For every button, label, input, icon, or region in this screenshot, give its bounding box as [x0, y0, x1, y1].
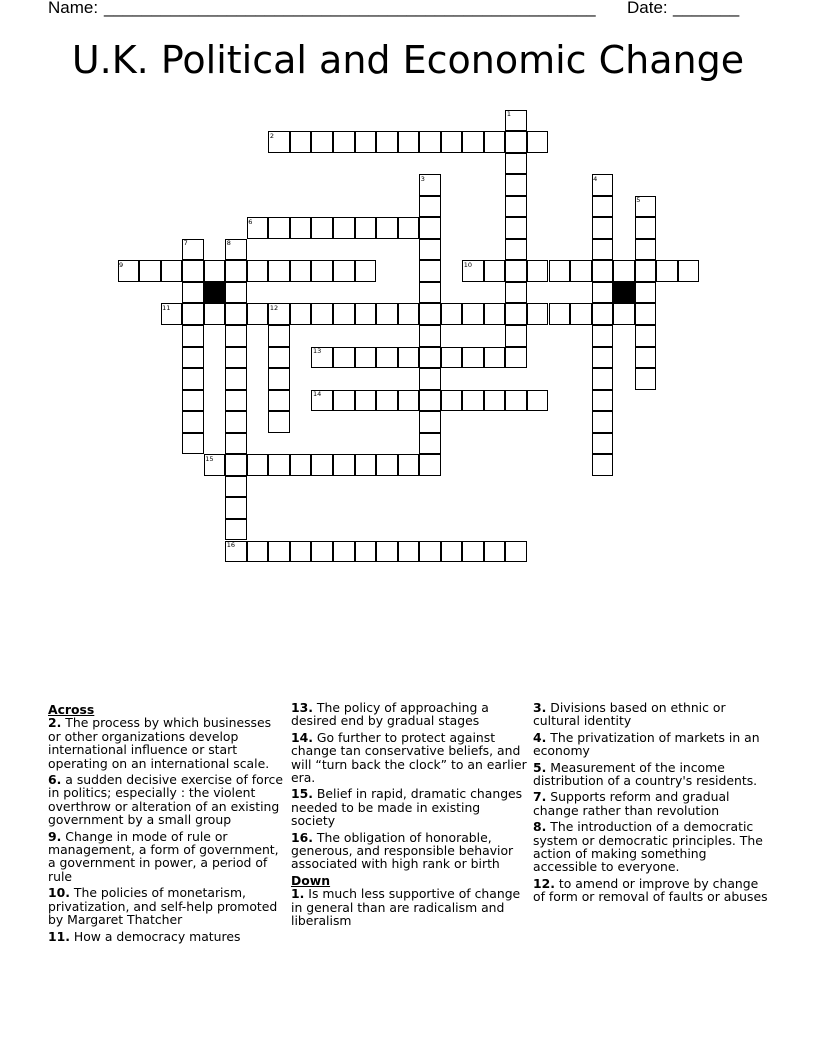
grid-cell[interactable] [505, 217, 527, 239]
clues-column-3 [533, 701, 769, 907]
grid-cell[interactable] [355, 454, 377, 476]
clue-number-12: 12 [269, 303, 279, 312]
clue-down-4: 4. The privatization of markets in an economy [533, 729, 760, 759]
grid-cell[interactable] [441, 131, 463, 153]
grid-cell[interactable] [268, 347, 290, 369]
grid-cell[interactable] [484, 303, 506, 325]
grid-cell[interactable] [419, 347, 441, 369]
grid-cell[interactable] [225, 347, 247, 369]
grid-cell[interactable] [333, 260, 355, 282]
grid-cell[interactable] [419, 541, 441, 563]
grid-cell[interactable] [376, 217, 398, 239]
grid-cell[interactable] [592, 390, 614, 412]
grid-cell[interactable] [182, 433, 204, 455]
grid-cell[interactable] [333, 131, 355, 153]
grid-cell[interactable] [355, 131, 377, 153]
date-label: Date: [627, 0, 668, 17]
grid-cell[interactable] [592, 239, 614, 261]
clue-number-11: 11 [162, 303, 171, 312]
clue-number-9: 9 [119, 260, 124, 269]
grid-cell[interactable] [441, 390, 463, 412]
clue-across-2: 2. The process by which businesses or other organizations develop international influence or start operating on an international scale. [48, 715, 272, 771]
grid-cell[interactable] [419, 239, 441, 261]
grid-cell[interactable] [505, 196, 527, 218]
across-heading: Across [48, 702, 95, 717]
grid-cell[interactable] [161, 260, 183, 282]
grid-cell[interactable] [549, 303, 571, 325]
clue-across-16: 16. The obligation of honorable, generous, and responsible behavior associated with high rank or birth [291, 829, 514, 872]
grid-cell[interactable] [398, 217, 420, 239]
name-field[interactable]: ____________________________________________________ [104, 0, 596, 17]
grid-cell[interactable] [311, 303, 333, 325]
grid-cell[interactable] [311, 454, 333, 476]
grid-cell[interactable] [376, 454, 398, 476]
grid-cell[interactable] [635, 239, 657, 261]
grid-cell[interactable] [182, 390, 204, 412]
grid-cell[interactable] [268, 454, 290, 476]
clue-number-5: 5 [636, 196, 641, 205]
grid-cell[interactable] [635, 347, 657, 369]
clue-number-6: 6 [248, 217, 253, 226]
grid-cell[interactable] [484, 260, 506, 282]
grid-cell[interactable] [635, 260, 657, 282]
grid-cell[interactable] [376, 390, 398, 412]
grid-cell[interactable] [225, 303, 247, 325]
grid-cell[interactable] [527, 260, 549, 282]
grid-cell[interactable] [398, 541, 420, 563]
grid-cell[interactable] [247, 454, 269, 476]
grid-cell[interactable] [592, 260, 614, 282]
grid-cell[interactable] [505, 541, 527, 563]
grid-cell[interactable] [462, 131, 484, 153]
clue-across-6: 6. a sudden decisive exercise of force in politics; especially : the violent overthrow or alteration of an existing government by a small group [48, 772, 283, 828]
grid-cell[interactable] [225, 390, 247, 412]
grid-cell[interactable] [225, 368, 247, 390]
grid-cell[interactable] [376, 303, 398, 325]
grid-cell[interactable] [505, 390, 527, 412]
grid-cell[interactable] [441, 541, 463, 563]
clue-number-2: 2 [269, 131, 274, 140]
grid-cell[interactable] [290, 541, 312, 563]
grid-cell[interactable] [592, 282, 614, 304]
grid-cell[interactable] [505, 239, 527, 261]
grid-cell[interactable] [376, 541, 398, 563]
grid-cell[interactable] [225, 497, 247, 519]
grid-cell[interactable] [549, 260, 571, 282]
grid-cell[interactable] [333, 454, 355, 476]
grid-cell[interactable] [268, 390, 290, 412]
grid-cell[interactable] [182, 303, 204, 325]
grid-cell[interactable] [462, 347, 484, 369]
name-label: Name: [48, 0, 99, 17]
grid-cell[interactable] [225, 260, 247, 282]
grid-cell[interactable] [247, 541, 269, 563]
clue-number-4: 4 [593, 174, 598, 183]
grid-cell[interactable] [592, 196, 614, 218]
grid-cell[interactable] [505, 347, 527, 369]
grid-cell[interactable] [505, 260, 527, 282]
grid-cell[interactable] [355, 541, 377, 563]
clue-number-13: 13 [312, 347, 322, 356]
grid-cell[interactable] [333, 541, 355, 563]
grid-cell[interactable] [398, 131, 420, 153]
clue-number-16: 16 [226, 541, 236, 549]
grid-cell[interactable] [635, 303, 657, 325]
grid-cell[interactable] [484, 347, 506, 369]
date-field[interactable]: _______ [673, 0, 740, 17]
clue-down-3: 3. Divisions based on ethnic or cultural identity [533, 700, 726, 729]
grid-cell[interactable] [592, 454, 614, 476]
clue-number-7: 7 [183, 239, 188, 248]
grid-cell[interactable] [139, 260, 161, 282]
grid-cell[interactable] [419, 454, 441, 476]
grid-cell[interactable] [462, 390, 484, 412]
clue-number-10: 10 [463, 260, 473, 269]
grid-cell[interactable] [290, 217, 312, 239]
grid-cell[interactable] [613, 260, 635, 282]
grid-cell[interactable] [355, 347, 377, 369]
down-heading: Down [291, 872, 331, 888]
grid-cell[interactable] [333, 217, 355, 239]
grid-cell[interactable] [290, 454, 312, 476]
grid-cell[interactable] [527, 131, 549, 153]
clue-across-14: 14. Go further to protect against change tan conservative beliefs, and will “turn back the clock” to an earlier era. [291, 729, 527, 786]
grid-cell[interactable] [355, 260, 377, 282]
clue-across-9: 9. Change in mode of rule or management, a form of government, a government in power, a period of rule [48, 828, 279, 884]
grid-cell[interactable] [505, 325, 527, 347]
clue-down-5: 5. Measurement of the income distribution of a country's residents. [533, 759, 758, 789]
grid-cell[interactable] [419, 131, 441, 153]
clue-down-8: 8. The introduction of a democratic system or democratic principles. The action of making something accessible to everyone. [533, 819, 763, 875]
grid-cell[interactable] [570, 303, 592, 325]
grid-cell[interactable] [419, 390, 441, 412]
grid-cell[interactable] [182, 411, 204, 433]
grid-cell[interactable] [505, 174, 527, 196]
grid-cell[interactable] [268, 411, 290, 433]
grid-cell[interactable] [635, 368, 657, 390]
grid-cell[interactable] [182, 260, 204, 282]
grid-cell[interactable] [355, 303, 377, 325]
grid-cell[interactable] [182, 282, 204, 304]
grid-cell[interactable] [441, 347, 463, 369]
clue-across-13: 13. The policy of approaching a desired end by gradual stages [291, 700, 489, 729]
clue-down-12: 12. to amend or improve by change of form or removal of faults or abuses [533, 875, 768, 905]
clue-across-11: 11. How a democracy matures [48, 928, 241, 944]
grid-cell[interactable] [290, 260, 312, 282]
grid-cell[interactable] [182, 368, 204, 390]
grid-cell[interactable] [419, 303, 441, 325]
grid-cell[interactable] [441, 303, 463, 325]
grid-cell[interactable] [484, 390, 506, 412]
clue-number-14: 14 [312, 390, 322, 399]
grid-cell[interactable] [505, 131, 527, 153]
grid-cell[interactable] [398, 303, 420, 325]
grid-cell[interactable] [225, 519, 247, 541]
grid-cell[interactable] [268, 217, 290, 239]
clue-number-3: 3 [420, 174, 425, 183]
clue-across-10: 10. The policies of monetarism, privatization, and self-help promoted by Margaret Thatcher [48, 885, 278, 928]
grid-cell[interactable] [311, 260, 333, 282]
grid-cell[interactable] [333, 303, 355, 325]
blocked-cell [613, 282, 635, 304]
grid-cell[interactable] [247, 260, 269, 282]
clue-number-8: 8 [226, 239, 231, 248]
grid-cell[interactable] [225, 411, 247, 433]
clue-across-15: 15. Belief in rapid, dramatic changes needed to be made in existing society [291, 786, 523, 829]
grid-cell[interactable] [311, 131, 333, 153]
grid-cell[interactable] [419, 260, 441, 282]
grid-cell[interactable] [311, 541, 333, 563]
grid-cell[interactable] [398, 347, 420, 369]
grid-cell[interactable] [613, 303, 635, 325]
grid-cell[interactable] [592, 433, 614, 455]
grid-cell[interactable] [398, 454, 420, 476]
grid-cell[interactable] [204, 303, 226, 325]
grid-cell[interactable] [570, 260, 592, 282]
grid-cell[interactable] [592, 217, 614, 239]
grid-cell[interactable] [355, 217, 377, 239]
grid-cell[interactable] [678, 260, 700, 282]
grid-cell[interactable] [225, 325, 247, 347]
grid-cell[interactable] [592, 347, 614, 369]
grid-cell[interactable] [419, 196, 441, 218]
grid-cell[interactable] [225, 282, 247, 304]
grid-cell[interactable] [462, 541, 484, 563]
grid-cell[interactable] [592, 368, 614, 390]
grid-cell[interactable] [527, 303, 549, 325]
grid-cell[interactable] [225, 454, 247, 476]
grid-cell[interactable] [355, 390, 377, 412]
blocked-cell [204, 282, 226, 304]
grid-cell[interactable] [419, 325, 441, 347]
grid-cell[interactable] [268, 260, 290, 282]
grid-cell[interactable] [484, 131, 506, 153]
grid-cell[interactable] [484, 541, 506, 563]
grid-cell[interactable] [505, 282, 527, 304]
grid-cell[interactable] [290, 303, 312, 325]
grid-cell[interactable] [268, 325, 290, 347]
clues-column-2 [291, 701, 527, 931]
grid-cell[interactable] [419, 282, 441, 304]
grid-cell[interactable] [268, 541, 290, 563]
clue-down-1: 1. Is much less supportive of change in general than are radicalism and liberalism [291, 886, 521, 929]
grid-cell[interactable] [376, 131, 398, 153]
grid-cell[interactable] [635, 282, 657, 304]
grid-cell[interactable] [376, 347, 398, 369]
grid-cell[interactable] [247, 303, 269, 325]
grid-cell[interactable] [635, 217, 657, 239]
grid-cell[interactable] [311, 217, 333, 239]
grid-cell[interactable] [182, 325, 204, 347]
grid-cell[interactable] [505, 153, 527, 175]
grid-cell[interactable] [204, 260, 226, 282]
grid-cell[interactable] [462, 303, 484, 325]
grid-cell[interactable] [592, 325, 614, 347]
grid-cell[interactable] [419, 433, 441, 455]
clues-column-1 [48, 701, 284, 946]
grid-cell[interactable] [290, 131, 312, 153]
grid-cell[interactable] [333, 347, 355, 369]
grid-cell[interactable] [268, 368, 290, 390]
grid-cell[interactable] [419, 217, 441, 239]
grid-cell[interactable] [505, 303, 527, 325]
clue-down-7: 7. Supports reform and gradual change rather than revolution [533, 789, 730, 818]
grid-cell[interactable] [398, 390, 420, 412]
grid-cell[interactable] [182, 347, 204, 369]
grid-cell[interactable] [592, 303, 614, 325]
grid-cell[interactable] [225, 433, 247, 455]
page-title: U.K. Political and Economic Change [71, 38, 745, 82]
grid-cell[interactable] [592, 411, 614, 433]
grid-cell[interactable] [527, 390, 549, 412]
grid-cell[interactable] [419, 368, 441, 390]
grid-cell[interactable] [333, 390, 355, 412]
grid-cell[interactable] [635, 325, 657, 347]
clue-number-15: 15 [205, 454, 214, 463]
grid-cell[interactable] [419, 411, 441, 433]
clue-number-1: 1 [506, 110, 512, 118]
grid-cell[interactable] [225, 476, 247, 498]
grid-cell[interactable] [656, 260, 678, 282]
